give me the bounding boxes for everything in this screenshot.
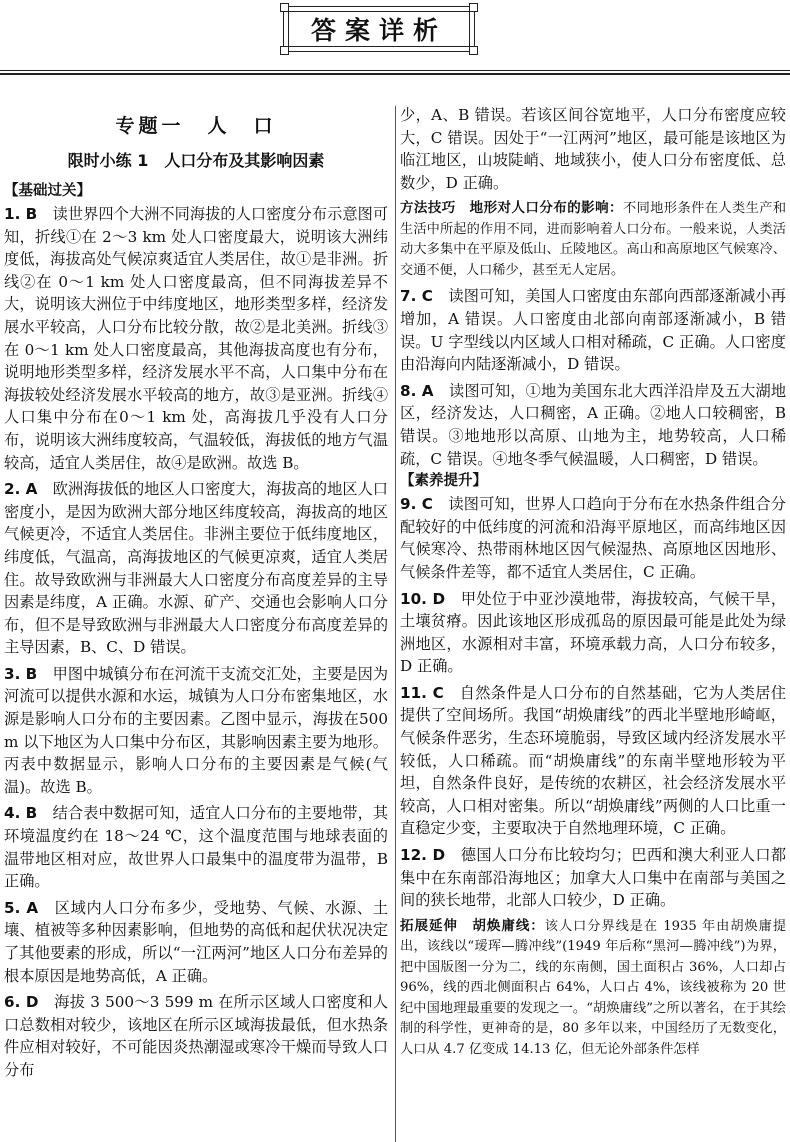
banner-corner-ornament <box>469 46 478 55</box>
answer-number: 1. B <box>4 205 38 223</box>
answer-7 <box>400 285 786 375</box>
answer-4 <box>4 802 388 892</box>
extension-text: 该人口分界线是在 1935 年由胡焕庸提出，该线以“瑷珲—腾冲线”(1949 年后称“黑河—腾冲线”)为界，把中国版图一分为二，线的东南侧，国土面积占 36%，人口却占 96%，线的西北侧面积占 64%，人口占 4%，该线被称为 20 世纪中国地理最重要的发现之一。“胡焕庸线”之所以著名，在于其绘制的科学性，更神奇的是，80 多年以来，中国经历了无数变化，人口从 4.7 亿变成 14.13 亿，但无论外部条件怎样 <box>400 918 787 1057</box>
banner-corner-ornament <box>469 3 478 12</box>
header-rule <box>0 70 790 71</box>
banner-corner-ornament <box>280 3 289 12</box>
answer-number: 10. D <box>400 589 446 608</box>
answer-number: 3. B <box>4 664 38 683</box>
answer-6 <box>4 991 388 1081</box>
banner-title: 答案详析 <box>288 11 470 47</box>
answer-text: 读图可知，美国人口密度由东部向西部逐渐减小再增加，A 错误。人口密度由北部向南部逐渐减小，B 错误。U 字型线以内区域人口相对稀疏，C 正确。人口密度由沿海向内陆逐渐减小，D 错误。 <box>400 287 786 374</box>
topic-title: 专题一 人 口 <box>115 115 277 137</box>
answer-number: 6. D <box>4 993 39 1012</box>
answer-text: 读世界四个大洲不同海拔的人口密度分布示意图可知，折线①在 2～3 km 处人口密度最大，说明该大洲纬度低，海拔高处气候凉爽适宜人类居住，故①是非洲。折线②在 0～1 km 处人口密度最高，但不同海拔差异不大，说明该大洲位于中纬度地区，地形类型多样，经济发展水平较高，人口分布比较分散，故②是北美洲。折线③在 0～1 km 处人口密度最高，其他海拔高度也有分布，说明地形类型多样，经济发展水平不高，人口集中分布在海拔较处经济发展水平较高的地方，故③是亚洲。折线④人口集中分布在0～1 km 处，高海拔几乎没有人口分布，说明该大洲纬度较高，气温较低，海拔低的地方气温较高，适宜人类居住，故④是欧洲。故选 B。 <box>4 205 389 472</box>
answer-text: 甲图中城镇分布在河流干支流交汇处，主要是因为河流可以提供水源和水运，城镇为人口分布密集地区，水源是影响人口分布的主要因素。乙图中显示，海拔在500 m 以下地区为人口集中分布区，其影响因素主要为地形。丙表中数据显示，影响人口分布的主要因素是气候(气温)。故选 B。 <box>4 664 389 796</box>
column-divider <box>395 106 396 1142</box>
answer-text: 德国人口分布比较均匀；巴西和澳大利亚人口都集中在东南部沿海地区；加拿大人口集中在南部与美国之间的狭长地带，北部人口较少，D 正确。 <box>400 846 787 910</box>
answer-text: 欧洲海拔低的地区人口密度大，海拔高的地区人口密度小，是因为欧洲大部分地区纬度较高，海拔高的地区气候更冷，不适宜人类居住。非洲主要位于低纬度地区，纬度低，气温高，高海拔地区的气候更凉爽，适宜人类居住。故导致欧洲与非洲最大人口密度分布高度差异的主导因素是纬度，A 正确。水源、矿产、交通也会影响人口分布，但不是导致欧洲与非洲最大人口密度分布高度差异的主导因素，B、C、D 错误。 <box>4 480 388 657</box>
method-tip <box>400 198 786 281</box>
answer-3 <box>4 663 388 799</box>
answer-text: 区域内人口分布多少，受地势、气候、水源、土壤、植被等多种因素影响，但地势的高低和起伏状况决定了其他要素的形成，所以“一江两河”地区人口分布差异的根本原因是地势高低，A 正确。 <box>4 898 389 985</box>
answer-2 <box>4 478 388 659</box>
extension-label: 拓展延伸 胡焕庸线： <box>400 917 545 934</box>
answer-text: 结合表中数据可知，适宜人口分布的主要地带，其环境温度约在 18～24 ℃，这个温度范围与地球表面的温带地区相对应，故世界人口最集中的温度带为温带，B 正确。 <box>4 804 389 891</box>
method-tip-text: 不同地形条件在人类生产和生活中所起的作用不同，进而影响着人口分布。一般来说，人类活动大多集中在平原及低山、丘陵地区。高山和高原地区气候寒冷、交通不便，人口稀少，甚至无人定居。 <box>400 201 787 278</box>
answer-5 <box>4 897 388 987</box>
answer-text: 自然条件是人口分布的自然基础，它为人类居住提供了空间场所。我国“胡焕庸线”的西北半壁地形崎岖，气候条件恶劣，生态环境脆弱，导致区域内经济发展水平较低，人口稀疏。而“胡焕庸线”的东南半壁地形较为平坦，自然条件良好，是传统的农耕区，社会经济发展水平较高，人口相对密集。所以“胡焕庸线”两侧的人口比重一直稳定少变，主要取决于自然地理环境，C 正确。 <box>400 683 787 838</box>
banner-corner-ornament <box>280 46 289 55</box>
answer-number: 9. C <box>400 495 433 514</box>
extension-note <box>400 916 786 1061</box>
answer-number: 8. A <box>400 381 434 400</box>
answer-banner <box>283 6 475 52</box>
answer-number: 4. B <box>4 804 38 823</box>
answer-number: 11. C <box>400 683 444 702</box>
section-advanced: 【素养提升】 <box>400 473 487 490</box>
answer-text: 甲处位于中亚沙漠地带，海拔较高，气候干旱，土壤贫瘠。因此该地区形成孤岛的原因最可能是此处为绿洲地区，水源相对丰富，环境承载力高，人口分布较多，D 正确。 <box>400 589 787 676</box>
answer-number: 12. D <box>400 846 446 865</box>
answer-12 <box>400 844 786 912</box>
answer-text: 海拔 3 500～3 599 m 在所示区域人口密度和人口总数相对较少，该地区在所示区域海拔最低，但水热条件应相对较好，不可能因炎热潮湿或寒冷干燥而导致人口分布 <box>4 993 389 1079</box>
header-rule-thick <box>0 73 790 75</box>
left-column <box>4 112 388 1082</box>
answer-number: 5. A <box>4 898 39 917</box>
method-tip-label: 方法技巧 地形对人口分布的影响： <box>400 200 623 217</box>
answer-10 <box>400 588 786 678</box>
answer-8 <box>400 380 786 470</box>
answer-number: 7. C <box>400 287 433 306</box>
answer-text: 读图可知，①地为美国东北大西洋沿岸及五大湖地区，经济发达，人口稠密，A 正确。②地人口较稠密，B 错误。③地地形以高原、山地为主，地势较高，人口稀疏，C 错误。④地冬季气候温暖，人口稠密，D 错误。 <box>400 381 787 468</box>
answer-9 <box>400 493 786 583</box>
answer-6-continued: 少，A、B 错误。若该区间谷宽地平，人口分布密度应较大，C 错误。因处于“一江两河”地区，最可能是该地区为临江地区，山坡陡峭、地域狭小，使人口分布密度低、总数少，D 正确。 <box>400 106 786 192</box>
lesson-title: 限时小练 1 人口分布及其影响因素 <box>67 151 325 170</box>
answer-11 <box>400 682 786 840</box>
answer-1 <box>4 203 388 474</box>
right-column <box>400 104 786 1060</box>
answer-number: 2. A <box>4 480 38 499</box>
answer-text: 读图可知，世界人口趋向于分布在水热条件组合分配较好的中低纬度的河流和沿海平原地区，而高纬地区因气候寒冷、热带雨林地区因气候湿热、高原地区因地形、气候条件差等，都不适宜人类居住，C 正确。 <box>400 495 786 581</box>
section-basic: 【基础过关】 <box>4 183 91 199</box>
